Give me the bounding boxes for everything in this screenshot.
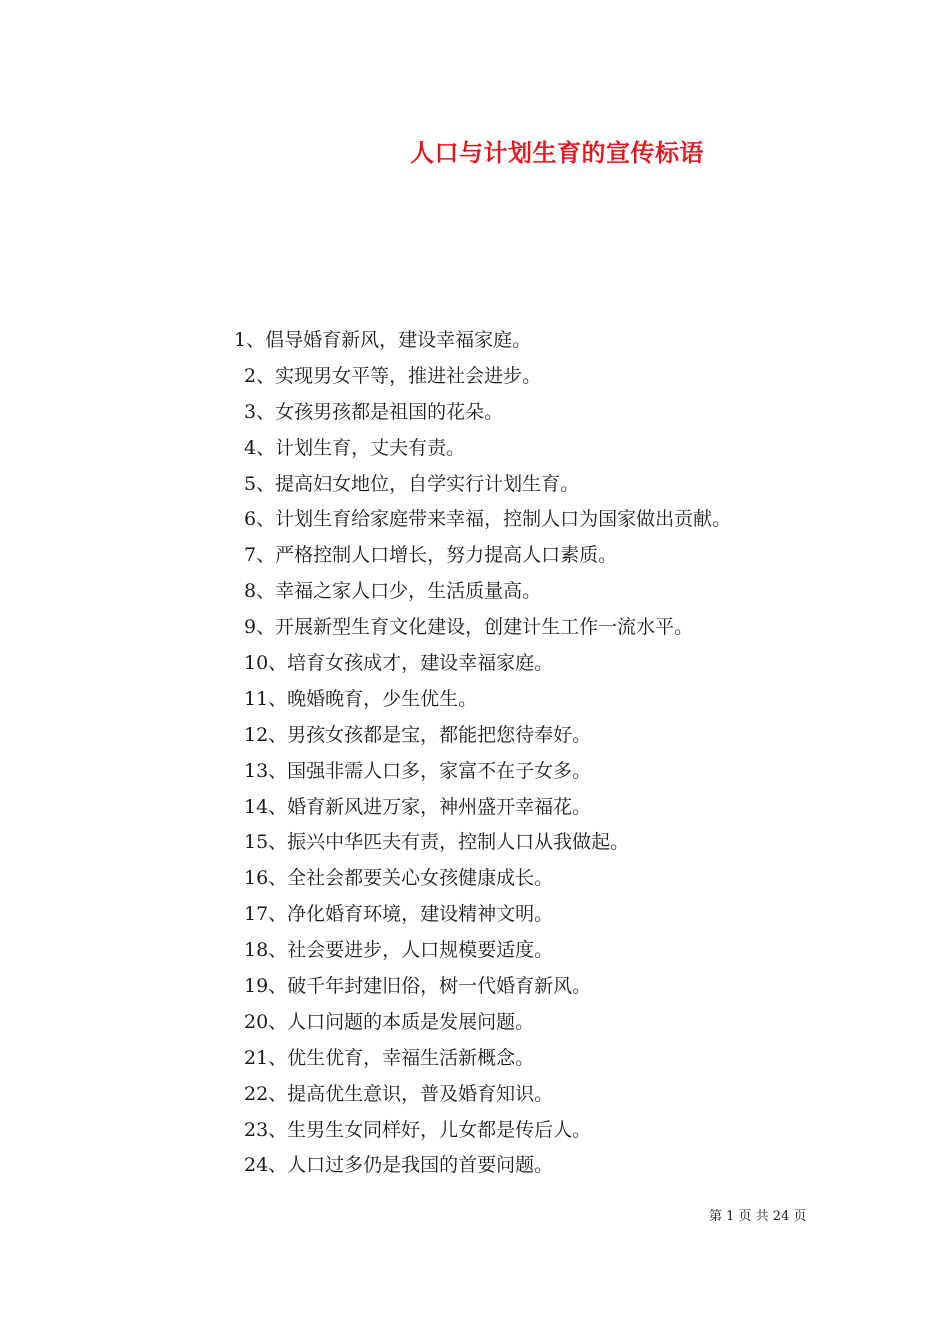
slogan-item: 24、人口过多仍是我国的首要问题。 [244,1154,554,1177]
slogan-item: 16、全社会都要关心女孩健康成长。 [244,867,554,890]
slogan-item: 22、提高优生意识，普及婚育知识。 [244,1082,554,1105]
slogan-item: 21、优生优育，幸福生活新概念。 [244,1046,535,1069]
slogan-item: 10、培育女孩成才，建设幸福家庭。 [244,652,554,675]
slogan-item: 3、女孩男孩都是祖国的花朵。 [244,400,504,423]
slogan-item: 2、实现男女平等，推进社会进步。 [244,364,542,387]
slogan-item: 14、婚育新风进万家，神州盛开幸福花。 [244,795,592,818]
slogan-item: 11、晚婚晚育，少生优生。 [244,687,478,710]
slogan-item: 15、振兴中华匹夫有责，控制人口从我做起。 [244,831,630,854]
slogan-item: 1、倡导婚育新风，建设幸福家庭。 [234,329,532,351]
slogan-item: 19、破千年封建旧俗，树一代婚育新风。 [244,975,592,998]
slogan-item: 4、计划生育，丈夫有责。 [244,436,466,459]
slogan-item: 12、男孩女孩都是宝，都能把您待奉好。 [244,723,592,746]
slogan-item: 17、净化婚育环境，建设精神文明。 [244,903,554,926]
slogan-item: 20、人口问题的本质是发展问题。 [244,1010,535,1033]
slogan-item: 23、生男生女同样好，儿女都是传后人。 [244,1118,592,1141]
document-title: 人口与计划生育的宣传标语 [410,138,704,167]
slogan-item: 9、开展新型生育文化建设，创建计生工作一流水平。 [244,616,694,639]
slogan-item: 13、国强非需人口多，家富不在子女多。 [244,759,592,782]
slogan-list [230,323,731,1184]
page-number-footer: 第 1 页 共 24 页 [709,1209,807,1224]
slogan-item: 6、计划生育给家庭带来幸福，控制人口为国家做出贡献。 [244,508,732,531]
slogan-item: 5、提高妇女地位，自学实行计划生育。 [244,472,580,495]
slogan-item: 18、社会要进步，人口规模要适度。 [244,939,554,962]
slogan-item: 7、严格控制人口增长，努力提高人口素质。 [244,544,618,567]
slogan-item: 8、幸福之家人口少，生活质量高。 [244,580,542,603]
